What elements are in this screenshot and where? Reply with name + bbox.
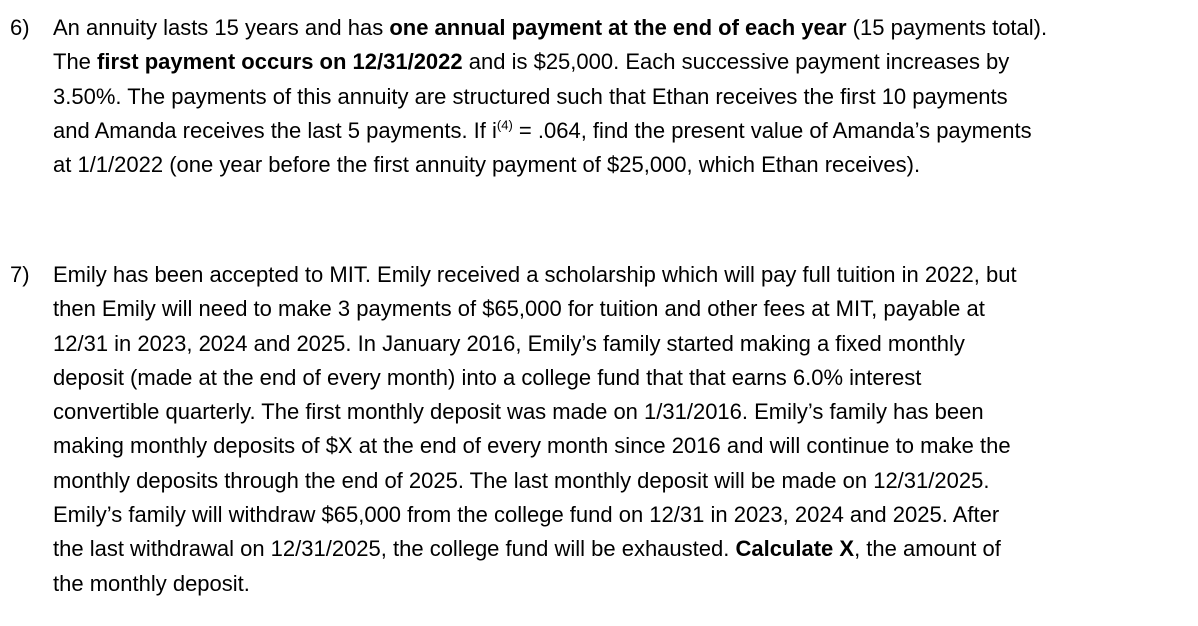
text-line (53, 429, 1017, 463)
text-run: The (53, 49, 98, 75)
text-line (53, 148, 1047, 182)
text-line (53, 258, 1017, 292)
text-line (53, 327, 1017, 361)
text-line (53, 361, 1017, 395)
text-run: making monthly deposits of $X at the end of every month since 2016 and will continue to make the (53, 433, 1011, 459)
problem-text (53, 258, 1017, 601)
text-run: the last withdrawal on 12/31/2025, the college fund will be exhausted. (53, 536, 736, 562)
text-run: 12/31 in 2023, 2024 and 2025. In January 2016, Emily’s family started making a fixed monthly (53, 330, 965, 356)
text-line (53, 11, 1047, 45)
text-run: , the amount of (854, 536, 1001, 562)
text-line (53, 567, 1017, 601)
text-line (53, 395, 1017, 429)
text-run: Emily’s family will withdraw $65,000 from the college fund on 12/31 in 2023, 2024 and 2025. After (53, 502, 1000, 528)
text-line (53, 114, 1047, 148)
text-run: Emily has been accepted to MIT. Emily received a scholarship which will pay full tuition in 2022, but (53, 262, 1017, 287)
bold-text-run: Calculate X (735, 536, 855, 562)
text-run: then Emily will need to make 3 payments of $65,000 for tuition and other fees at MIT, payable at (53, 296, 985, 322)
text-run: and is $25,000. Each successive payment increases by (462, 49, 1010, 75)
text-run: An annuity lasts 15 years and has (53, 15, 390, 40)
text-run: at 1/1/2022 (one year before the first annuity payment of $25,000, which Ethan receives). (53, 152, 921, 178)
text-run: and Amanda receives the last 5 payments. If i (53, 117, 497, 143)
text-run: the monthly deposit. (53, 570, 250, 596)
text-line (53, 532, 1017, 566)
text-run: convertible quarterly. The first monthly deposit was made on 1/31/2016. Emily’s family has been (53, 399, 984, 425)
bold-text-run: first payment occurs on 12/31/2022 (97, 49, 463, 75)
text-line (53, 45, 1047, 79)
text-line (53, 498, 1017, 532)
problem-number: 7) (10, 262, 30, 287)
text-line (53, 80, 1047, 114)
text-run: 3.50%. The payments of this annuity are structured such that Ethan receives the first 10 payments (53, 83, 1008, 109)
text-line (53, 464, 1017, 498)
bold-text-run: one annual payment at the end of each year (389, 15, 847, 40)
text-run: deposit (made at the end of every month) into a college fund that that earns 6.0% interest (53, 364, 922, 390)
text-run: (15 payments total). (846, 15, 1048, 40)
text-run: = .064, find the present value of Amanda’s payments (512, 117, 1032, 143)
problem-text (53, 11, 1047, 182)
problem-number: 6) (10, 15, 30, 40)
text-line (53, 292, 1017, 326)
superscript-run: (4) (496, 117, 513, 133)
text-run: monthly deposits through the end of 2025. The last monthly deposit will be made on 12/31/2025. (53, 467, 990, 493)
